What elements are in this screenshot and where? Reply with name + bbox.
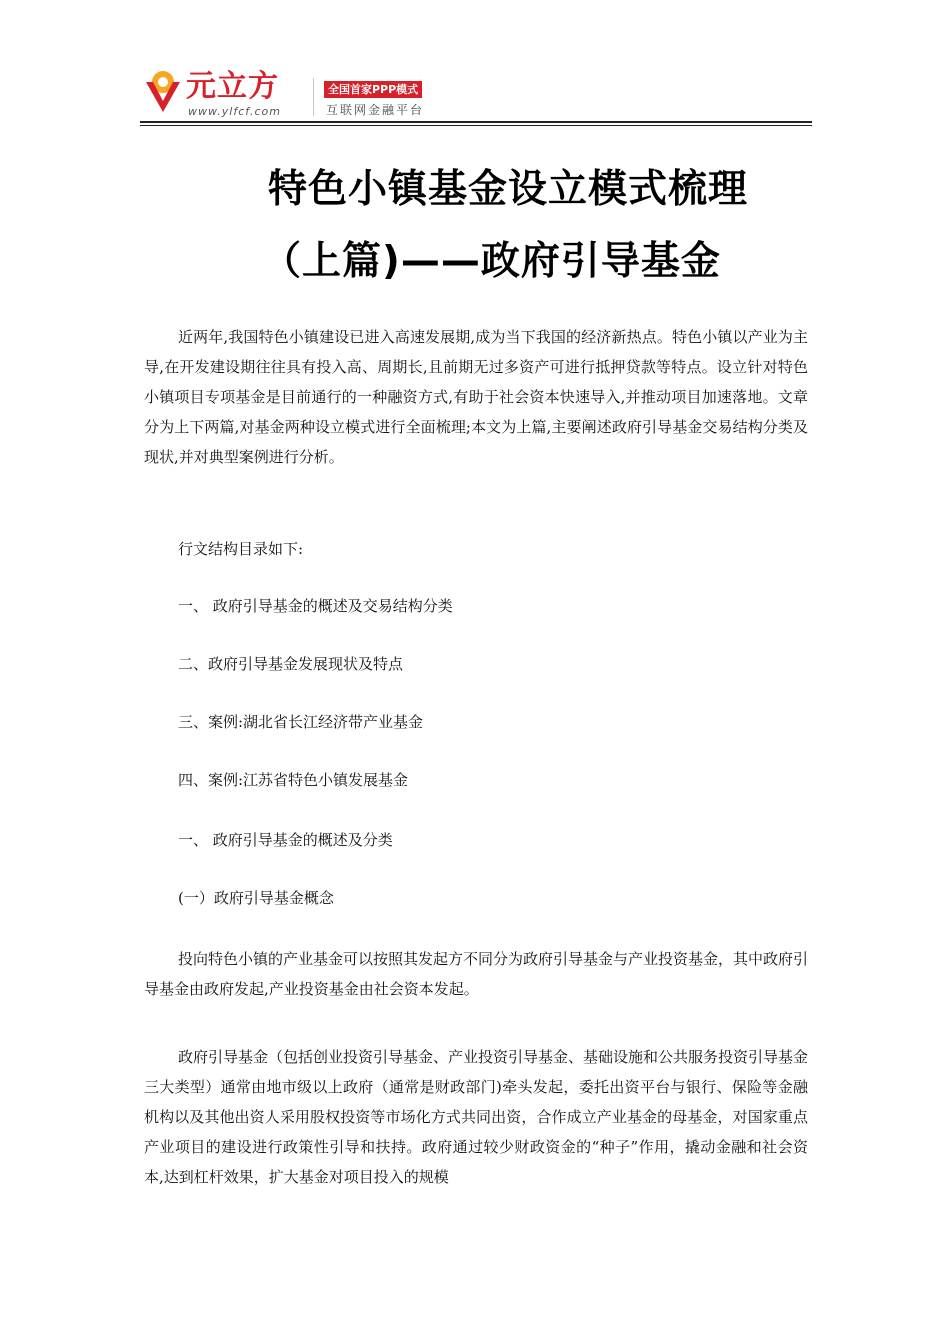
- title-line-1: 特色小镇基金设立模式梳理: [268, 167, 749, 212]
- section-heading: 一、 政府引导基金的概述及分类: [178, 831, 393, 849]
- header-rule-thick: [140, 121, 812, 123]
- header-divider: [313, 78, 314, 116]
- intro-paragraph: 近两年,我国特色小镇建设已进入高速发展期,成为当下我国的经济新热点。特色小镇以产业为主导,在开发建设期往往具有投入高、周期长,且前期无过多资产可进行抵押贷款等特点。设立针对特色小镇项目专项基金是目前通行的一种融资方式,有助于社会资本快速导入,并推动项目加速落地。文章分为上下两篇,对基金两种设立模式进行全面梳理;本文为上篇,主要阐述政府引导基金交易结构分类及现状,并对典型案例进行分析。: [144, 328, 808, 466]
- subsection-heading: (一）政府引导基金概念: [178, 889, 334, 907]
- brand-name: 元立方: [186, 69, 279, 104]
- title-line-2: （上篇)——政府引导基金: [262, 239, 721, 284]
- brand-logo-icon: [140, 68, 186, 116]
- header-rule-thin: [140, 125, 812, 126]
- toc-item-4: 四、案例:江苏省特色小镇发展基金: [178, 771, 409, 789]
- brand-url: www.ylfcf.com: [188, 105, 281, 118]
- toc-item-2: 二、政府引导基金发展现状及特点: [178, 655, 404, 673]
- toc-intro: 行文结构目录如下:: [178, 540, 304, 558]
- brand-slogan: 互联网金融平台: [326, 103, 425, 117]
- brand-tag: 全国首家PPP模式: [324, 81, 422, 98]
- page-header: [140, 68, 812, 124]
- toc-item-3: 三、案例:湖北省长江经济带产业基金: [178, 713, 424, 731]
- toc-item-1: 一、 政府引导基金的概述及交易结构分类: [178, 597, 453, 615]
- paragraph-2: 政府引导基金（包括创业投资引导基金、产业投资引导基金、基础设施和公共服务投资引导基金三大类型）通常由地市级以上政府（通常是财政部门)牵头发起，委托出资平台与银行、保险等金融机构以及其他出资人采用股权投资等市场化方式共同出资，合作成立产业基金的母基金，对国家重点产业项目的建设进行政策性引导和扶持。政府通过较少财政资金的“种子”作用，撬动金融和社会资本,达到杠杆效果，扩大基金对项目投入的规模: [144, 1048, 809, 1186]
- paragraph-1: 投向特色小镇的产业基金可以按照其发起方不同分为政府引导基金与产业投资基金，其中政府引导基金由政府发起,产业投资基金由社会资本发起。: [144, 950, 809, 998]
